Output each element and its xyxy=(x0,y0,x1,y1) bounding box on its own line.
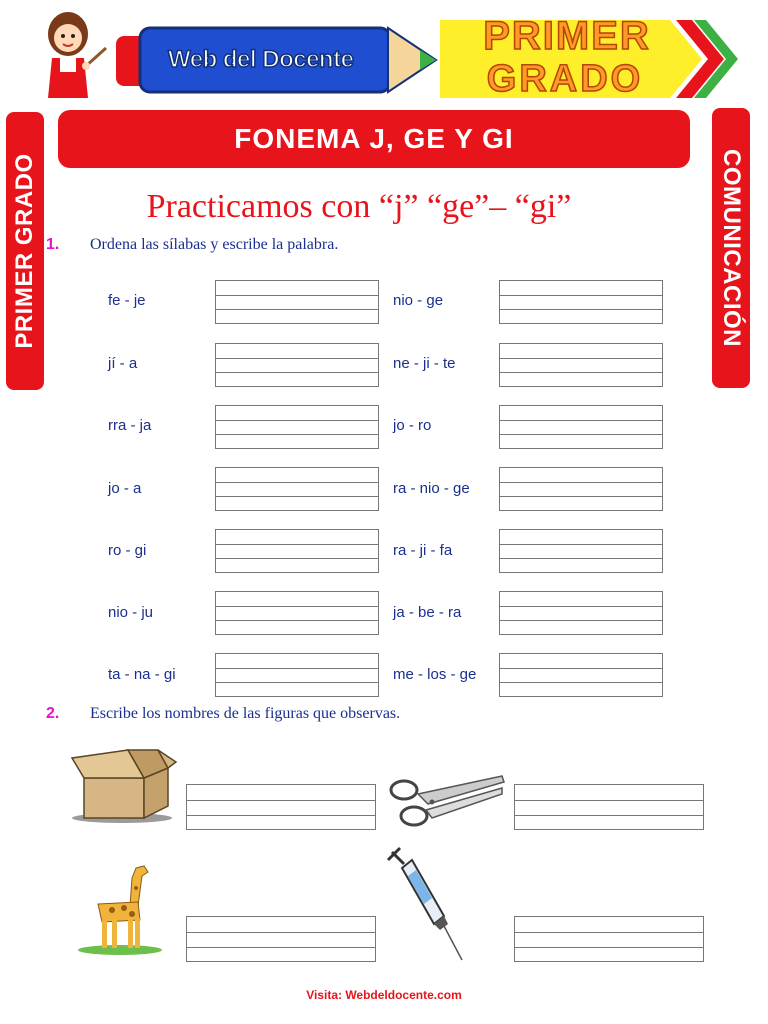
syllable-right: ja - be - ra xyxy=(393,604,462,621)
answer-lines[interactable] xyxy=(499,653,663,697)
syllable-left: jo - a xyxy=(108,480,142,497)
syllable-right: me - los - ge xyxy=(393,666,477,683)
syringe-picture-icon xyxy=(386,846,466,964)
answer-lines[interactable] xyxy=(186,916,376,962)
footer-website[interactable]: Visita: Webdeldocente.com xyxy=(306,988,462,1002)
syllable-left: jí - a xyxy=(108,355,138,372)
syllable-right: ra - ji - fa xyxy=(393,542,453,559)
grade-badge-line2: GRADO xyxy=(486,58,644,100)
exercise2-number: 2. xyxy=(46,705,60,722)
answer-lines[interactable] xyxy=(215,343,379,387)
grade-badge-line1: PRIMER xyxy=(483,14,651,58)
exercise2-instruction: Escribe los nombres de las figuras que observas. xyxy=(90,705,401,722)
scissors-picture-icon xyxy=(388,770,506,832)
answer-lines[interactable] xyxy=(215,405,379,449)
answer-lines[interactable] xyxy=(186,784,376,830)
teacher-mascot-icon xyxy=(30,8,110,104)
answer-lines[interactable] xyxy=(514,916,704,962)
page-title: FONEMA J, GE Y GI xyxy=(234,123,514,154)
syllable-left: fe - je xyxy=(108,292,146,309)
box-picture-icon xyxy=(66,744,178,824)
answer-lines[interactable] xyxy=(499,591,663,635)
side-banner-subject xyxy=(712,108,750,388)
syllable-right: ne - ji - te xyxy=(393,355,456,372)
answer-lines[interactable] xyxy=(514,784,704,830)
answer-lines[interactable] xyxy=(215,653,379,697)
answer-lines[interactable] xyxy=(499,343,663,387)
syllable-left: nio - ju xyxy=(108,604,154,621)
side-banner-subject-text: COMUNICACIÓN xyxy=(718,149,745,347)
answer-lines[interactable] xyxy=(215,280,379,324)
logo-text: Web del Docente xyxy=(168,46,354,73)
answer-lines[interactable] xyxy=(499,405,663,449)
exercise1-number: 1. xyxy=(46,236,60,253)
answer-lines[interactable] xyxy=(215,467,379,511)
answer-lines[interactable] xyxy=(215,529,379,573)
giraffe-picture-icon xyxy=(74,860,170,956)
answer-lines[interactable] xyxy=(499,467,663,511)
answer-lines[interactable] xyxy=(215,591,379,635)
exercise1-instruction: Ordena las sílabas y escribe la palabra. xyxy=(90,236,339,253)
title-bar xyxy=(58,110,690,168)
syllable-left: ta - na - gi xyxy=(108,666,176,683)
side-banner-grade-text: PRIMER GRADO xyxy=(11,153,38,349)
syllable-right: nio - ge xyxy=(393,292,444,309)
answer-lines[interactable] xyxy=(499,529,663,573)
side-banner-grade xyxy=(6,112,44,390)
syllable-left: ro - gi xyxy=(108,542,147,559)
syllable-right: ra - nio - ge xyxy=(393,480,470,497)
subtitle: Practicamos con “j” “ge”– “gi” xyxy=(146,188,572,225)
answer-lines[interactable] xyxy=(499,280,663,324)
syllable-left: rra - ja xyxy=(108,417,152,434)
syllable-right: jo - ro xyxy=(393,417,432,434)
